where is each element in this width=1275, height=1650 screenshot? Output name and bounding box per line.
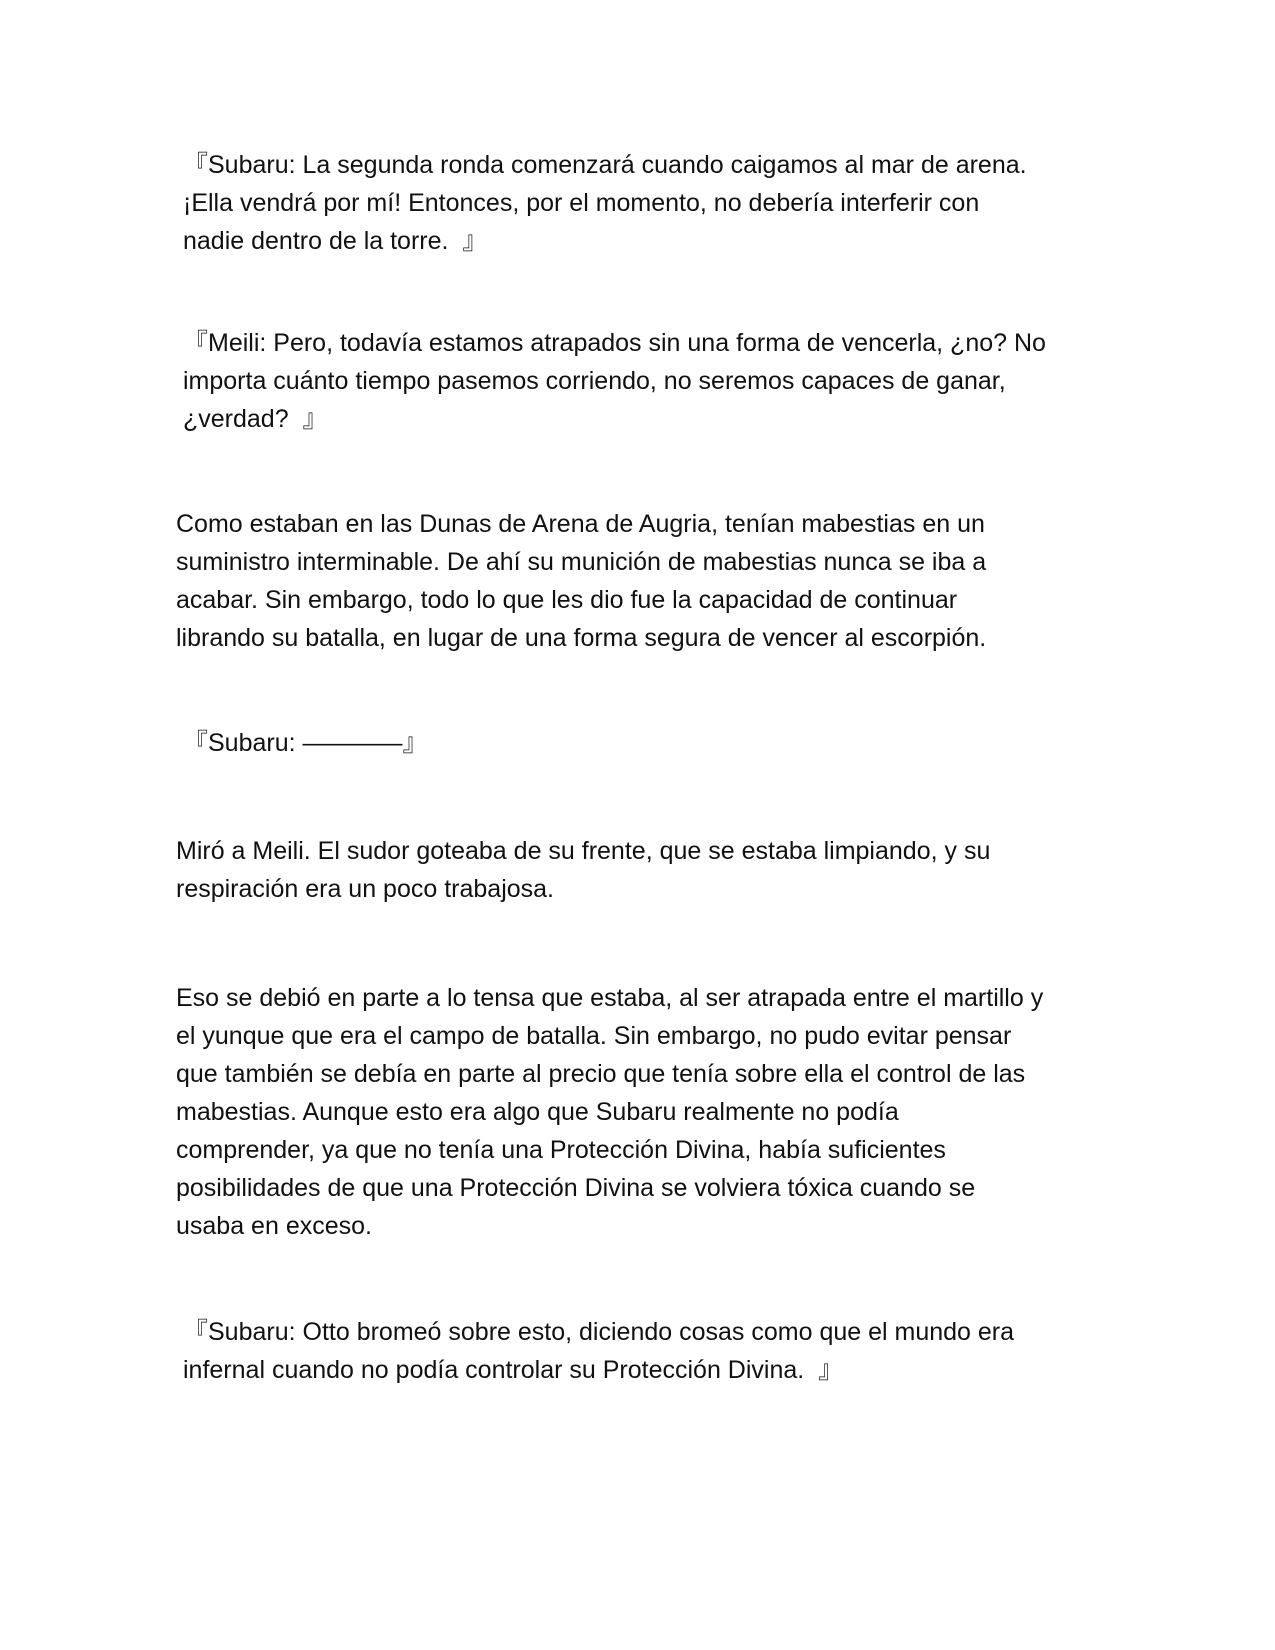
narration-paragraph-1: Como estaban en las Dunas de Arena de Augria, tenían mabestias en un suministro interminable. De ahí su munición de mabestias nunca se iba a acabar. Sin embargo, todo lo que les dio fue la capacidad de continuar librando su batalla, en lugar de una forma segura de vencer al escorpión. — [176, 510, 987, 652]
dialogue-subaru-2: 『Subaru: ————』 — [183, 729, 428, 757]
dialogue-subaru-3: 『Subaru: Otto bromeó sobre esto, diciendo cosas como que el mundo era infernal cuando no podía controlar su Protección Divina. 』 — [183, 1318, 1015, 1384]
dialogue-meili: 『Meili: Pero, todavía estamos atrapados sin una forma de vencerla, ¿no? No importa cuánto tiempo pasemos corriendo, no seremos capaces de ganar, ¿verdad? 』 — [183, 329, 1046, 433]
dialogue-subaru-1: 『Subaru: La segunda ronda comenzará cuando caigamos al mar de arena. ¡Ella vendrá por mí! Entonces, por el momento, no debería interferir con nadie dentro de la torre. 』 — [183, 151, 1027, 255]
narration-paragraph-2: Miró a Meili. El sudor goteaba de su frente, que se estaba limpiando, y su respiración era un poco trabajosa. — [176, 837, 991, 903]
narration-paragraph-3: Eso se debió en parte a lo tensa que estaba, al ser atrapada entre el martillo y el yunque que era el campo de batalla. Sin embargo, no pudo evitar pensar que también se debía en parte al precio que tenía sobre ella el control de las mabestias. Aunque esto era algo que Subaru realmente no podía comprender, ya que no tenía una Protección Divina, había suficientes posibilidades de que una Protección Divina se volviera tóxica cuando se usaba en exceso. — [176, 984, 1044, 1240]
